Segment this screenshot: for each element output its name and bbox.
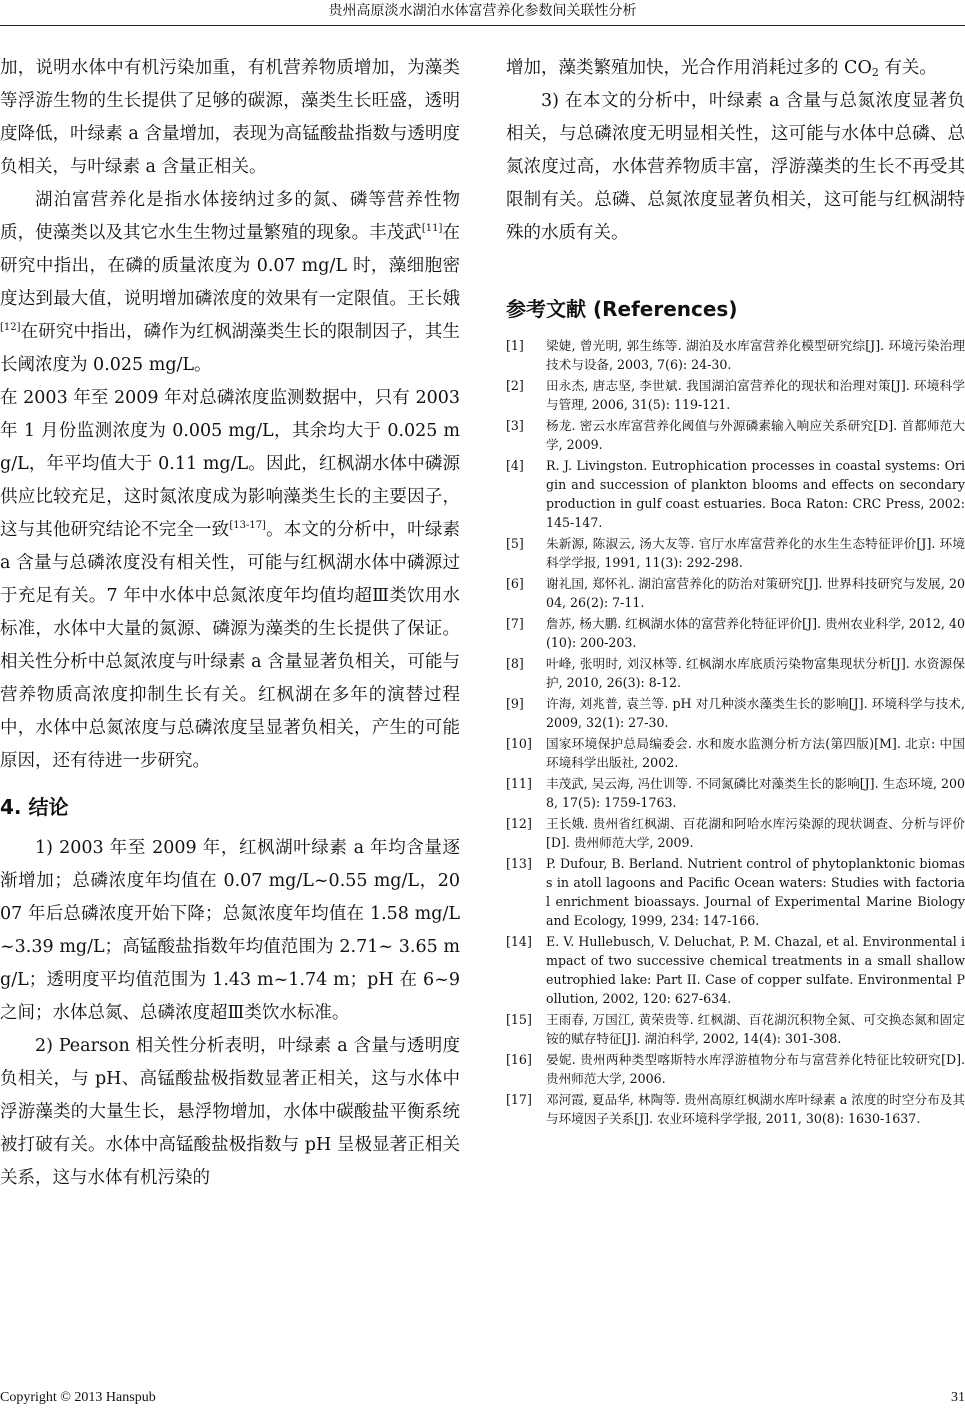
reference-number: [6] xyxy=(506,576,524,591)
reference-number: [7] xyxy=(506,616,524,631)
conclusion-2: 2) Pearson 相关性分析表明，叶绿素 a 含量与透明度负相关，与 pH、高锰酸盐极指数显著正相关，这与水体中浮游藻类的大量生长，悬浮物增加，水体中碳酸盐平衡系统被打破有关。水体中高锰酸盐极指数与 pH 呈极显著正相关关系，这与水体有机污染的 xyxy=(0,1036,460,1188)
reference-item xyxy=(506,932,965,1008)
reference-item xyxy=(506,574,965,612)
copyright-notice: Copyright © 2013 Hanspub xyxy=(0,1390,156,1405)
reference-text: P. Dufour, B. Berland. Nutrient control of phytoplanktonic biomass in atoll lagoons and Pacific Ocean waters: Studies with factorial enrichment bioassays. Journal of Experimental Marine Biology and Ecology, 1999, 234: 147-166. xyxy=(546,856,965,928)
reference-text: 国家环境保护总局编委会. 水和废水监测分析方法(第四版)[M]. 北京: 中国环境科学出版社, 2002. xyxy=(546,736,965,770)
left-paragraph-3 xyxy=(0,382,460,778)
page-number: 31 xyxy=(951,1390,965,1405)
section-title-conclusion: 4. 结论 xyxy=(0,795,69,819)
text-run: 在研究中指出，磷作为红枫湖藻类生长的限制因子，其生长阈浓度为 0.025 mg/L。 xyxy=(0,322,460,375)
reference-text: 王长娥. 贵州省红枫湖、百花湖和阿哈水库污染源的现状调查、分析与评价[D]. 贵州师范大学, 2009. xyxy=(546,816,965,850)
reference-item xyxy=(506,336,965,374)
reference-number: [9] xyxy=(506,696,524,711)
reference-item xyxy=(506,1010,965,1048)
reference-text: 詹苏, 杨大鹏. 红枫湖水体的富营养化特征评价[J]. 贵州农业科学, 2012, 40(10): 200-203. xyxy=(546,616,965,650)
reference-number: [1] xyxy=(506,338,524,353)
reference-text: 朱新源, 陈淑云, 汤大友等. 官厅水库富营养化的水生生态特征评价[J]. 环境科学学报, 1991, 11(3): 292-298. xyxy=(546,536,965,570)
conclusion-1: 1) 2003 年至 2009 年，红枫湖叶绿素 a 年均含量逐渐增加；总磷浓度年均值在 0.07 mg/L~0.55 mg/L，2007 年后总磷浓度开始下降；总氮浓度年均值在 1.58 mg/L~3.39 mg/L；高锰酸盐指数年均值范围为 2.71~ 3.65 mg/L；透明度平均值范围为 1.43 m~1.74 m；pH 在 6~9 之间；水体总氮、总磷浓度超Ⅲ类饮水标准。 xyxy=(0,838,460,1023)
reference-text: 梁婕, 曾光明, 郭生练等. 湖泊及水库富营养化模型研究综[J]. 环境污染治理技术与设备, 2003, 7(6): 24-30. xyxy=(546,338,965,372)
reference-number: [12] xyxy=(506,816,532,831)
reference-item xyxy=(506,456,965,532)
reference-text: 田永杰, 唐志坚, 李世斌. 我国湖泊富营养化的现状和治理对策[J]. 环境科学与管理, 2006, 31(5): 119-121. xyxy=(546,378,965,412)
citation: [13-17] xyxy=(229,520,266,531)
reference-number: [4] xyxy=(506,458,524,473)
reference-text: 许海, 刘兆普, 袁兰等. pH 对几种淡水藻类生长的影响[J]. 环境科学与技术, 2009, 32(1): 27-30. xyxy=(546,696,965,730)
text-run: 在 2003 年至 2009 年对总磷浓度监测数据中，只有 2003 年 1 月份监测浓度为 0.005 mg/L，其余均大于 0.025 mg/L，年平均值大于 0.11 mg/L。因此，红枫湖水体中磷源供应比较充足，这时氮浓度成为影响藻类生长的主要因子，这与其他研究结论不完全一致 xyxy=(0,388,460,540)
citation: [11] xyxy=(421,223,443,234)
reference-text: E. V. Hullebusch, V. Deluchat, P. M. Chazal, et al. Environmental impact of two successive chemical treatments in a small shallow eutrophied lake: Part II. Case of copper sulfate. Environmental Pollution, 2002, 120: 627-634. xyxy=(546,934,965,1006)
reference-text: 晏妮. 贵州两种类型喀斯特水库浮游植物分布与富营养化特征比较研究[D]. 贵州师范大学, 2006. xyxy=(546,1052,965,1086)
reference-item xyxy=(506,854,965,930)
reference-number: [17] xyxy=(506,1092,532,1107)
reference-number: [15] xyxy=(506,1012,532,1027)
reference-text: R. J. Livingston. Eutrophication processes in coastal systems: Origin and succession of plankton blooms and effects on secondary production in gulf coast estuaries. Boca Raton: CRC Press, 2002: 145-147. xyxy=(546,458,965,530)
reference-text: 叶峰, 张明时, 刘汉林等. 红枫湖水库底质污染物富集现状分析[J]. 水资源保护, 2010, 26(3): 8-12. xyxy=(546,656,965,690)
left-paragraph-1: 加，说明水体中有机污染加重，有机营养物质增加，为藻类等浮游生物的生长提供了足够的碳源，藻类生长旺盛，透明度降低，叶绿素 a 含量增加，表现为高锰酸盐指数与透明度负相关，与叶绿素 a 含量正相关。 xyxy=(0,58,460,177)
reference-item xyxy=(506,376,965,414)
reference-list xyxy=(506,336,965,1128)
reference-item xyxy=(506,416,965,454)
reference-item xyxy=(506,814,965,852)
reference-item xyxy=(506,534,965,572)
reference-item xyxy=(506,614,965,652)
left-column xyxy=(0,52,460,1195)
reference-text: 王雨春, 万国江, 黄荣贵等. 红枫湖、百花湖沉积物全氮、可交换态氮和固定铵的赋存特征[J]. 湖泊科学, 2002, 14(4): 301-308. xyxy=(546,1012,965,1046)
running-title: 贵州高原淡水湖泊水体富营养化参数间关联性分析 xyxy=(328,3,637,19)
reference-text: 丰茂武, 吴云海, 冯仕训等. 不同氮磷比对藻类生长的影响[J]. 生态环境, 2008, 17(5): 1759-1763. xyxy=(546,776,965,810)
reference-item xyxy=(506,774,965,812)
reference-number: [3] xyxy=(506,418,524,433)
reference-number: [8] xyxy=(506,656,524,671)
text-run: 增加，藻类繁殖加快，光合作用消耗过多的 CO xyxy=(506,58,872,78)
reference-number: [2] xyxy=(506,378,524,393)
reference-number: [16] xyxy=(506,1052,532,1067)
text-run: 在研究中指出，在磷的质量浓度为 0.07 mg/L 时，藻细胞密度达到最大值，说明增加磷浓度的效果有一定限值。王长娥 xyxy=(0,223,461,309)
text-run: 有关。 xyxy=(878,58,937,78)
reference-text: 杨龙. 密云水库富营养化阈值与外源磷素输入响应关系研究[D]. 首都师范大学, 2009. xyxy=(546,418,965,452)
text-run: 。本文的分析中，叶绿素 a 含量与总磷浓度没有相关性，可能与红枫湖水体中磷源过于充足有关。7 年中水体中总氮浓度年均值均超Ⅲ类饮用水标准，水体中大量的氮源、磷源为藻类的生长提供了保证。相关性分析中总氮浓度与叶绿素 a 含量显著负相关，可能与营养物质高浓度抑制生长有关。红枫湖在多年的演替过程中，水体中总氮浓度与总磷浓度呈显著负相关，产生的可能原因，还有待进一步研究。 xyxy=(0,520,461,771)
text-run: 湖泊富营养化是指水体接纳过多的氮、磷等营养性物质，使藻类以及其它水生生物过量繁殖的现象。丰茂武 xyxy=(0,190,460,243)
reference-item xyxy=(506,1050,965,1088)
reference-number: [13] xyxy=(506,856,532,871)
reference-text: 谢礼国, 郑怀礼. 湖泊富营养化的防治对策研究[J]. 世界科技研究与发展, 2004, 26(2): 7-11. xyxy=(546,576,965,610)
conclusion-3: 3) 在本文的分析中，叶绿素 a 含量与总氮浓度显著负相关，与总磷浓度无明显相关性，这可能与水体中总磷、总氮浓度过高，水体营养物质丰富，浮游藻类的生长不再受其限制有关。总磷、总氮浓度显著负相关，这可能与红枫湖特殊的水质有关。 xyxy=(506,91,965,243)
reference-item xyxy=(506,694,965,732)
reference-item xyxy=(506,734,965,772)
header-rule xyxy=(0,25,965,26)
subscript: 2 xyxy=(871,66,879,79)
reference-number: [14] xyxy=(506,934,532,949)
reference-item xyxy=(506,654,965,692)
right-paragraph-1 xyxy=(506,52,965,85)
reference-text: 邓河霞, 夏品华, 林陶等. 贵州高原红枫湖水库叶绿素 a 浓度的时空分布及其与环境因子关系[J]. 农业环境科学学报, 2011, 30(8): 1630-1637. xyxy=(546,1092,965,1126)
citation: [12] xyxy=(0,322,21,333)
left-paragraph-2 xyxy=(0,184,460,382)
reference-number: [5] xyxy=(506,536,524,551)
right-column xyxy=(506,52,965,1130)
reference-number: [11] xyxy=(506,776,532,791)
reference-number: [10] xyxy=(506,736,532,751)
references-heading: 参考文献 (References) xyxy=(506,297,738,321)
reference-item xyxy=(506,1090,965,1128)
